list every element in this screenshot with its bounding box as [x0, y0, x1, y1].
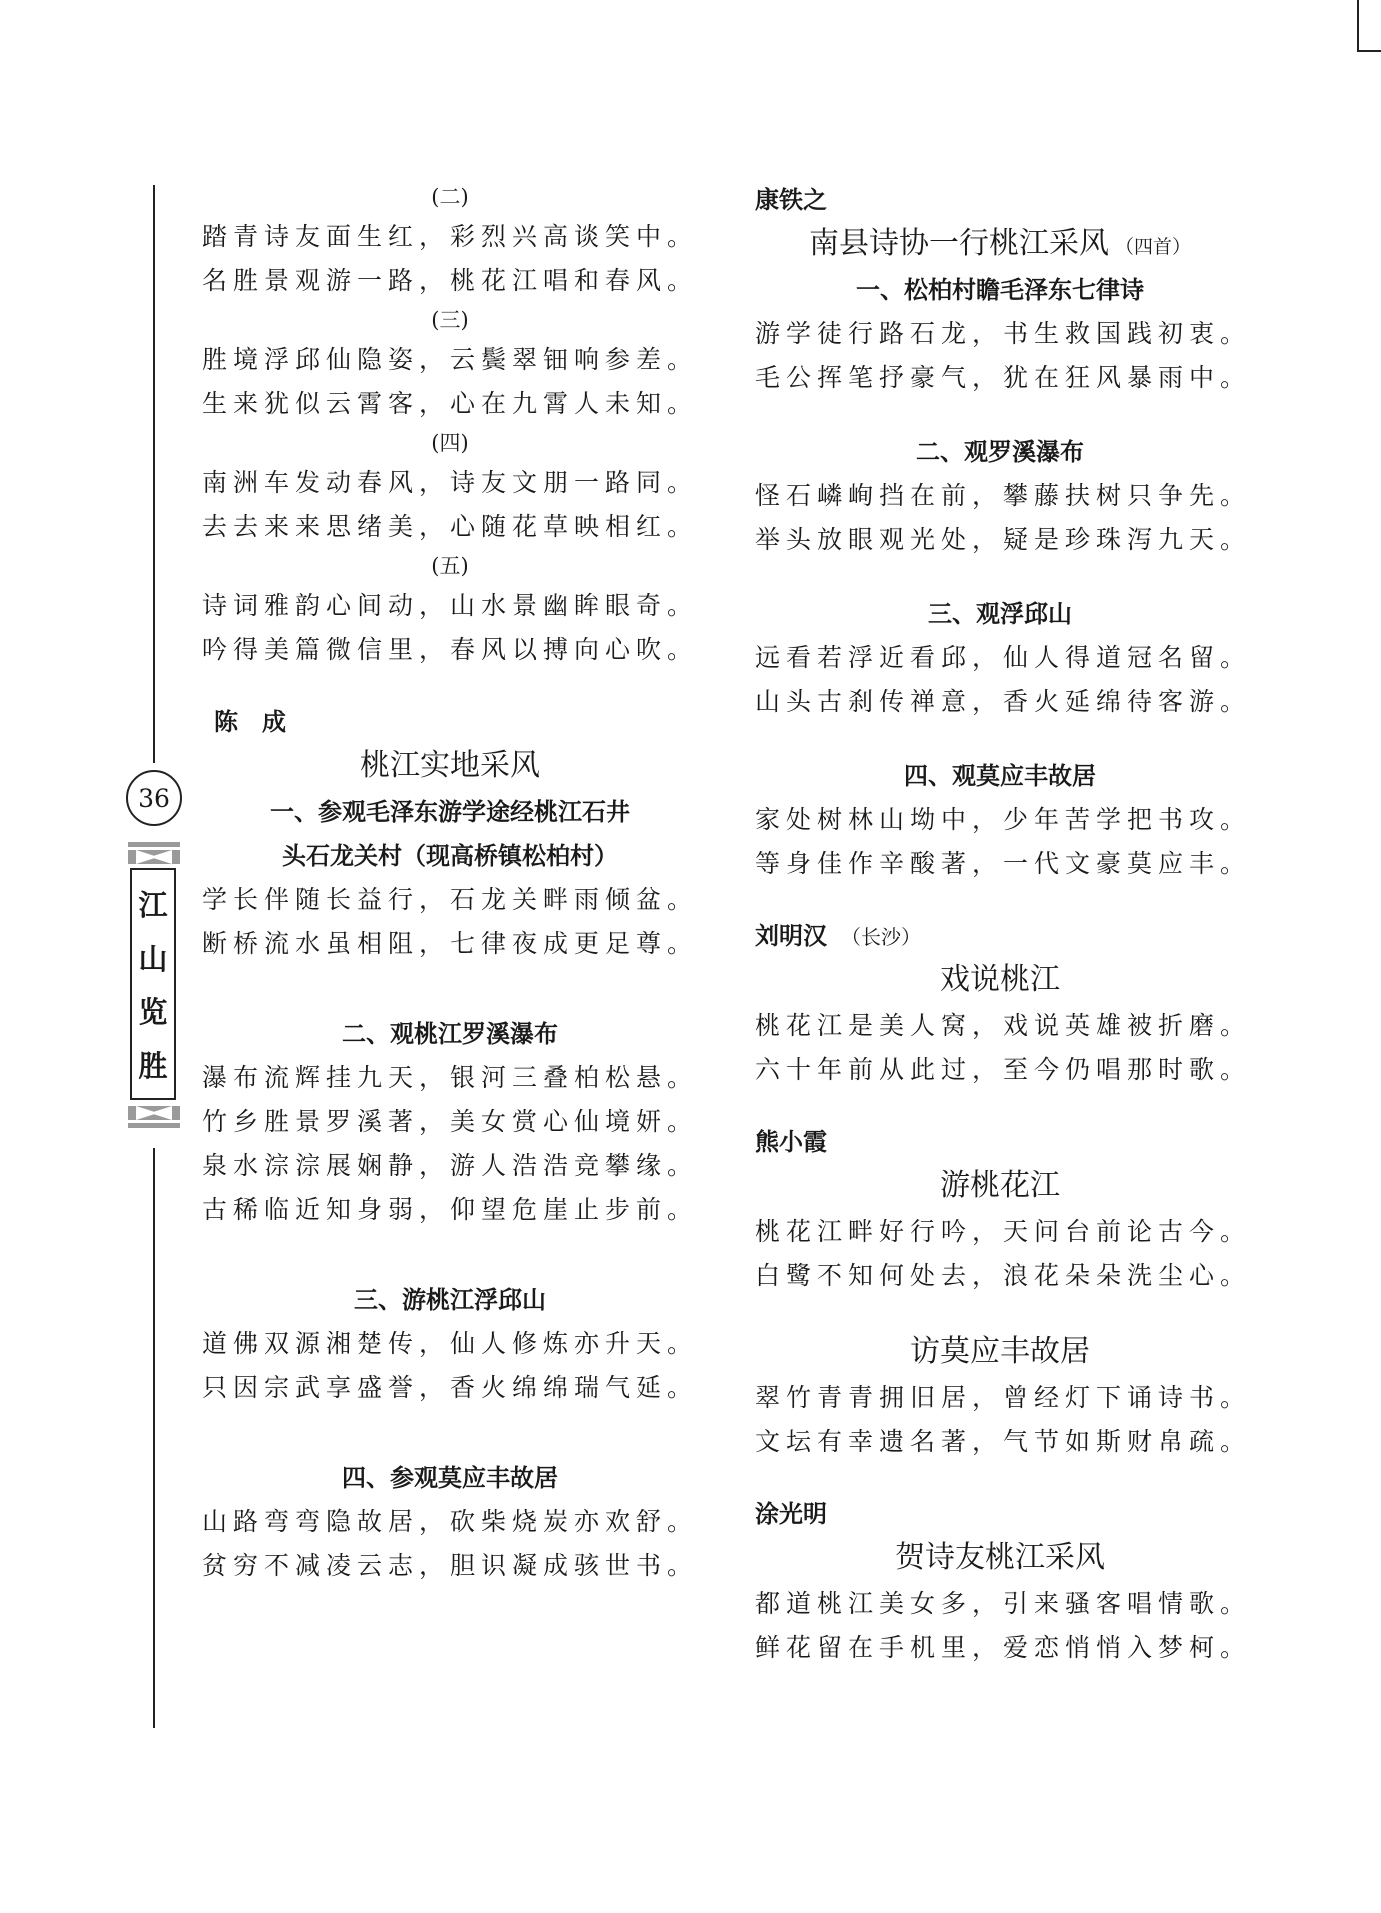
poem-line: 游学徒行路石龙，书生救国践初衷。 — [755, 319, 1252, 348]
right-column — [755, 180, 1252, 1670]
page-number: 36 — [126, 770, 182, 826]
poem-subtitle: 一、参观毛泽东游学途经桃江石井 — [270, 798, 630, 826]
poem-line: 生来犹似云霄客，心在九霄人未知。 — [201, 389, 698, 418]
poem-title: 戏说桃江 — [940, 962, 1060, 997]
left-column — [200, 180, 700, 1588]
poem-subtitle: 三、游桃江浮邱山 — [354, 1286, 546, 1314]
poem-title-text: 南县诗协一行桃江采风 — [808, 226, 1109, 261]
section-label-box — [130, 868, 176, 1100]
poem-line: 吟得美篇微信里，春风以搏向心吹。 — [201, 635, 698, 664]
author-name: 熊小霞 — [755, 1128, 827, 1156]
author-location: （长沙） — [841, 925, 921, 949]
poem-line: 古稀临近知身弱，仰望危崖止步前。 — [201, 1195, 698, 1224]
poem-line: 桃花江是美人窝，戏说英雄被折磨。 — [755, 1011, 1252, 1040]
margin-rule-top — [153, 185, 155, 763]
poem-subtitle: 二、观罗溪瀑布 — [916, 438, 1084, 466]
poem-line: 山头古刹传禅意，香火延绵待客游。 — [755, 687, 1252, 716]
poem-line: 去去来来思绪美，心随花草映相红。 — [201, 512, 698, 541]
poem-title: 贺诗友桃江采风 — [895, 1540, 1105, 1575]
poem-line: 家处树林山坳中，少年苦学把书攻。 — [755, 805, 1252, 834]
poem-line: 白鹭不知何处去，浪花朵朵洗尘心。 — [755, 1261, 1252, 1290]
poem-subtitle: 四、观莫应丰故居 — [904, 762, 1096, 790]
author-name-text: 刘明汉 — [755, 922, 827, 950]
section-label-char: 览 — [138, 995, 168, 1030]
poem-line: 南洲车发动春风，诗友文朋一路同。 — [201, 468, 698, 497]
poem-line: 山路弯弯隐故居，砍柴烧炭亦欢舒。 — [201, 1507, 698, 1536]
poem-number: (四) — [431, 431, 469, 455]
section-label-char: 山 — [138, 941, 168, 976]
poem-line: 鲜花留在手机里，爱恋悄悄入梦柯。 — [755, 1633, 1252, 1662]
poem-title: 桃江实地采风 — [360, 748, 540, 783]
poem-line: 只因宗武享盛誉，香火绵绵瑞气延。 — [201, 1373, 698, 1402]
poem-line: 学长伴随长益行，石龙关畔雨倾盆。 — [201, 885, 698, 914]
poem-line: 都道桃江美女多，引来骚客唱情歌。 — [755, 1589, 1252, 1618]
poem-line: 诗词雅韵心间动，山水景幽眸眼奇。 — [201, 591, 698, 620]
poem-line: 等身佳作辛酸著，一代文豪莫应丰。 — [755, 849, 1252, 878]
poem-line: 贫穷不减凌云志，胆识凝成骇世书。 — [201, 1551, 698, 1580]
poem-subtitle: 一、松柏村瞻毛泽东七律诗 — [856, 276, 1144, 304]
poem-line: 远看若浮近看邱，仙人得道冠名留。 — [755, 643, 1252, 672]
poem-line: 名胜景观游一路，桃花江唱和春风。 — [201, 266, 698, 295]
poem-number: (五) — [431, 554, 469, 578]
poem-line: 文坛有幸遗名著，气节如斯财帛疏。 — [755, 1427, 1252, 1456]
poem-line: 举头放眼观光处，疑是珍珠泻九天。 — [755, 525, 1252, 554]
author-name: 陈 成 — [214, 708, 286, 736]
section-label-char: 江 — [138, 887, 168, 922]
ornament-bottom — [128, 1106, 180, 1128]
author-name: 康铁之 — [755, 186, 827, 214]
poem-line: 泉水淙淙展娴静，游人浩浩竞攀缘。 — [201, 1151, 698, 1180]
poem-line: 毛公挥笔抒豪气，犹在狂风暴雨中。 — [755, 363, 1252, 392]
poem-subtitle: 三、观浮邱山 — [928, 600, 1072, 628]
poem-line: 怪石嶙峋挡在前，攀藤扶树只争先。 — [755, 481, 1252, 510]
poem-line: 竹乡胜景罗溪著，美女赏心仙境妍。 — [201, 1107, 698, 1136]
poem-subtitle: 四、参观莫应丰故居 — [342, 1464, 558, 1492]
poem-line: 翠竹青青拥旧居，曾经灯下诵诗书。 — [755, 1383, 1252, 1412]
author-name: 涂光明 — [755, 1500, 827, 1528]
poem-line: 踏青诗友面生红，彩烈兴高谈笑中。 — [201, 222, 698, 251]
poem-number: (二) — [431, 185, 469, 209]
poem-line: 瀑布流辉挂九天，银河三叠柏松悬。 — [201, 1063, 698, 1092]
poem-title — [755, 220, 1245, 268]
poem-subtitle: 头石龙关村（现高桥镇松柏村） — [282, 842, 618, 870]
poem-title: 游桃花江 — [940, 1168, 1060, 1203]
poem-line: 胜境浮邱仙隐姿，云鬓翠钿响参差。 — [201, 345, 698, 374]
poem-line: 桃花江畔好行吟，天问台前论古今。 — [755, 1217, 1252, 1246]
poem-subtitle: 二、观桃江罗溪瀑布 — [342, 1020, 558, 1048]
poem-count-note: （四首） — [1114, 236, 1191, 258]
poem-line: 道佛双源湘楚传，仙人修炼亦升天。 — [201, 1329, 698, 1358]
poem-line: 六十年前从此过，至今仍唱那时歌。 — [755, 1055, 1252, 1084]
margin-rule-bottom — [153, 1148, 155, 1728]
section-label-char: 胜 — [138, 1049, 168, 1084]
poem-number: (三) — [431, 308, 469, 332]
ornament-top — [128, 842, 180, 864]
author-name — [755, 916, 1245, 956]
page-corner-mark — [1357, 0, 1381, 52]
poem-line: 断桥流水虽相阻，七律夜成更足尊。 — [201, 929, 698, 958]
poem-title: 访莫应丰故居 — [910, 1334, 1090, 1369]
